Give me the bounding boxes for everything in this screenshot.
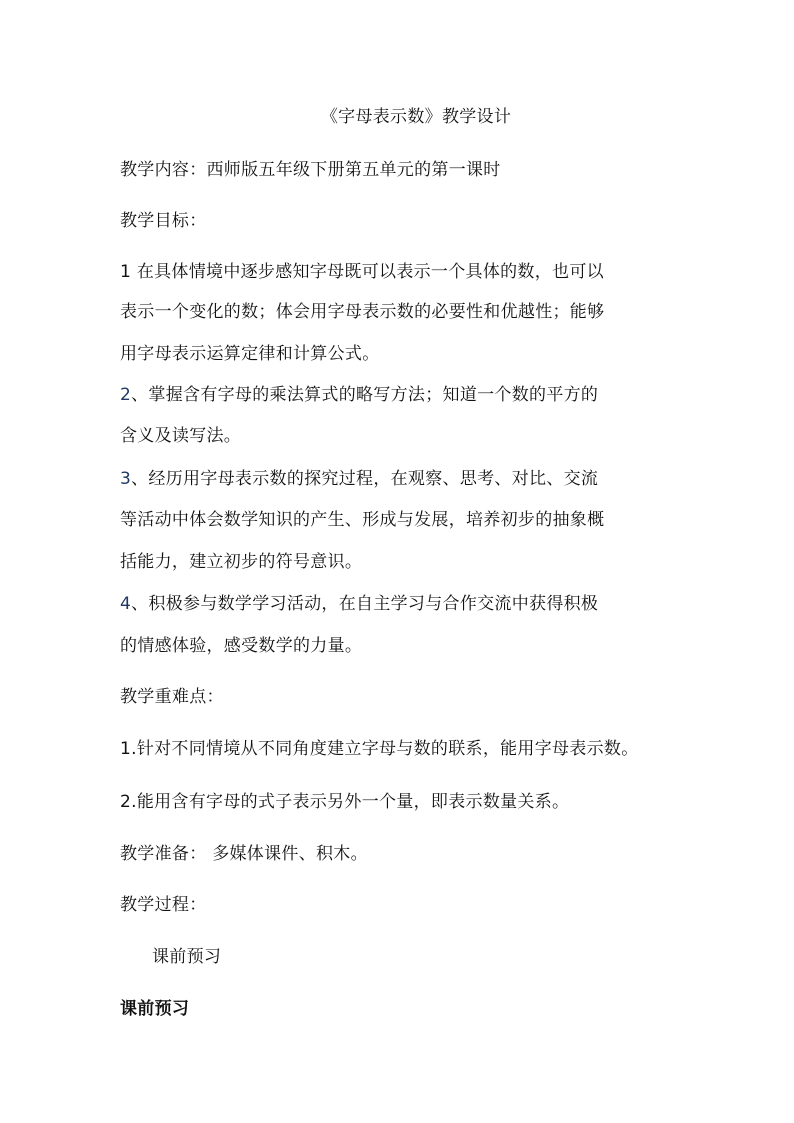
goal2-text: 、掌握含有字母的乘法算式的略写方法；知道一个数的平方的 (131, 385, 599, 405)
goal2-line1 (120, 383, 598, 407)
goal3-line3: 括能力，建立初步的符号意识。 (120, 552, 363, 572)
goal4-number: 4 (120, 594, 132, 614)
goal4-line2: 的情感体验，感受数学的力量。 (120, 636, 363, 656)
preview-subheading-indented: 课前预习 (152, 947, 222, 967)
document-title: 《字母表示数》教学设计 (320, 107, 512, 127)
goal3-text: 、经历用字母表示数的探究过程，在观察、思考、对比、交流 (131, 469, 599, 489)
goal4-text: 、积极参与数学学习活动，在自主学习与合作交流中获得积极 (131, 594, 599, 614)
goal3-line2: 等活动中体会数学知识的产生、形成与发展，培养初步的抽象概 (120, 510, 605, 530)
goal3-number: 3 (120, 469, 132, 489)
goal3-line1 (120, 467, 598, 491)
goal2-number: 2 (120, 385, 132, 405)
teaching-preparation: 教学准备： 多媒体课件、积木。 (120, 844, 368, 864)
teaching-goals-heading: 教学目标： (120, 211, 207, 231)
key-point-2: 2.能用含有字母的式子表示另外一个量，即表示数量关系。 (120, 792, 570, 812)
key-point-1: 1.针对不同情境从不同角度建立字母与数的联系，能用字母表示数。 (120, 739, 639, 759)
teaching-content-line: 教学内容：西师版五年级下册第五单元的第一课时 (120, 160, 501, 180)
goal1-line3: 用字母表示运算定律和计算公式。 (120, 344, 380, 364)
goal4-line1 (120, 592, 598, 616)
preview-subheading-bold: 课前预习 (120, 999, 190, 1019)
goal2-line2: 含义及读写法。 (120, 426, 242, 446)
key-points-heading: 教学重难点： (120, 687, 224, 707)
goal1-line1: 1 在具体情境中逐步感知字母既可以表示一个具体的数，也可以 (120, 262, 604, 282)
goal1-line2: 表示一个变化的数；体会用字母表示数的必要性和优越性；能够 (120, 302, 605, 322)
teaching-process-heading: 教学过程： (120, 895, 207, 915)
